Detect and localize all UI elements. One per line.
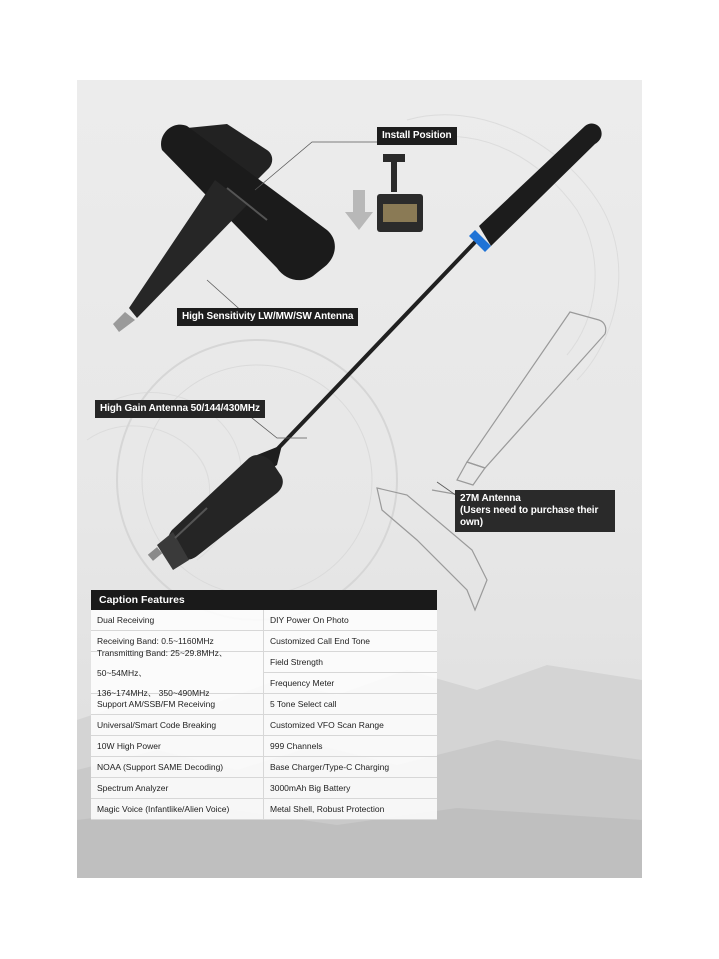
feature-text: Dual Receiving — [97, 615, 155, 625]
feature-cell-right — [264, 631, 437, 651]
feature-text: NOAA (Support SAME Decoding) — [97, 762, 224, 772]
antenna-27m-label — [455, 490, 615, 532]
feature-cell-left — [91, 715, 264, 735]
feature-cell-right — [264, 778, 437, 798]
table-row — [91, 715, 437, 736]
feature-cell-left — [91, 610, 264, 630]
feature-cell-left — [91, 799, 264, 819]
feature-text: Frequency Meter — [264, 672, 437, 693]
hg-antenna-label: High Gain Antenna 50/144/430MHz — [95, 400, 265, 418]
feature-text: Receiving Band: 0.5~1160MHz — [97, 636, 214, 646]
feature-text: DIY Power On Photo — [270, 615, 349, 625]
table-row — [91, 736, 437, 757]
feature-text: 999 Channels — [270, 741, 323, 751]
feature-cell-right — [264, 694, 437, 714]
feature-text: Universal/Smart Code Breaking — [97, 720, 217, 730]
feature-cell-right — [264, 652, 437, 693]
caption-features-table — [91, 590, 437, 820]
table-row — [91, 694, 437, 715]
feature-text: Transmitting Band: 25~29.8MHz、 50~54MHz、 — [97, 647, 228, 678]
feature-text: Field Strength — [270, 657, 323, 667]
product-sheet — [77, 80, 642, 878]
table-row — [91, 610, 437, 631]
feature-text: Base Charger/Type-C Charging — [270, 762, 390, 772]
feature-cell-right — [264, 757, 437, 777]
feature-cell-left — [91, 778, 264, 798]
feature-text: Spectrum Analyzer — [97, 783, 169, 793]
hs-antenna-label: High Sensitivity LW/MW/SW Antenna — [177, 308, 358, 326]
feature-text: 136~174MHz、 350~490MHz — [97, 687, 210, 698]
install-position-label: Install Position — [377, 127, 457, 145]
feature-text: Support AM/SSB/FM Receiving — [97, 699, 216, 709]
features-title: Caption Features — [91, 590, 437, 610]
table-row — [91, 778, 437, 799]
feature-text: Metal Shell, Robust Protection — [270, 804, 385, 814]
table-row — [91, 757, 437, 778]
features-rows — [91, 610, 437, 820]
feature-cell-left — [91, 694, 264, 714]
feature-text: Customized VFO Scan Range — [270, 720, 384, 730]
feature-text: Customized Call End Tone — [270, 636, 371, 646]
feature-cell-right — [264, 715, 437, 735]
table-row — [91, 647, 437, 698]
feature-cell-right — [264, 736, 437, 756]
antenna-27m-line2: (Users need to purchase their own) — [460, 505, 599, 528]
feature-cell-left — [91, 757, 264, 777]
feature-text: 5 Tone Select call — [270, 699, 337, 709]
table-row — [91, 799, 437, 820]
feature-cell-right — [264, 799, 437, 819]
antenna-27m-line1: 27M Antenna — [460, 493, 521, 504]
feature-cell-right — [264, 610, 437, 630]
feature-text: 3000mAh Big Battery — [270, 783, 351, 793]
feature-cell-left — [91, 736, 264, 756]
feature-text: 10W High Power — [97, 741, 161, 751]
feature-text: Magic Voice (Infantlike/Alien Voice) — [97, 804, 230, 814]
feature-cell-left — [91, 647, 264, 698]
